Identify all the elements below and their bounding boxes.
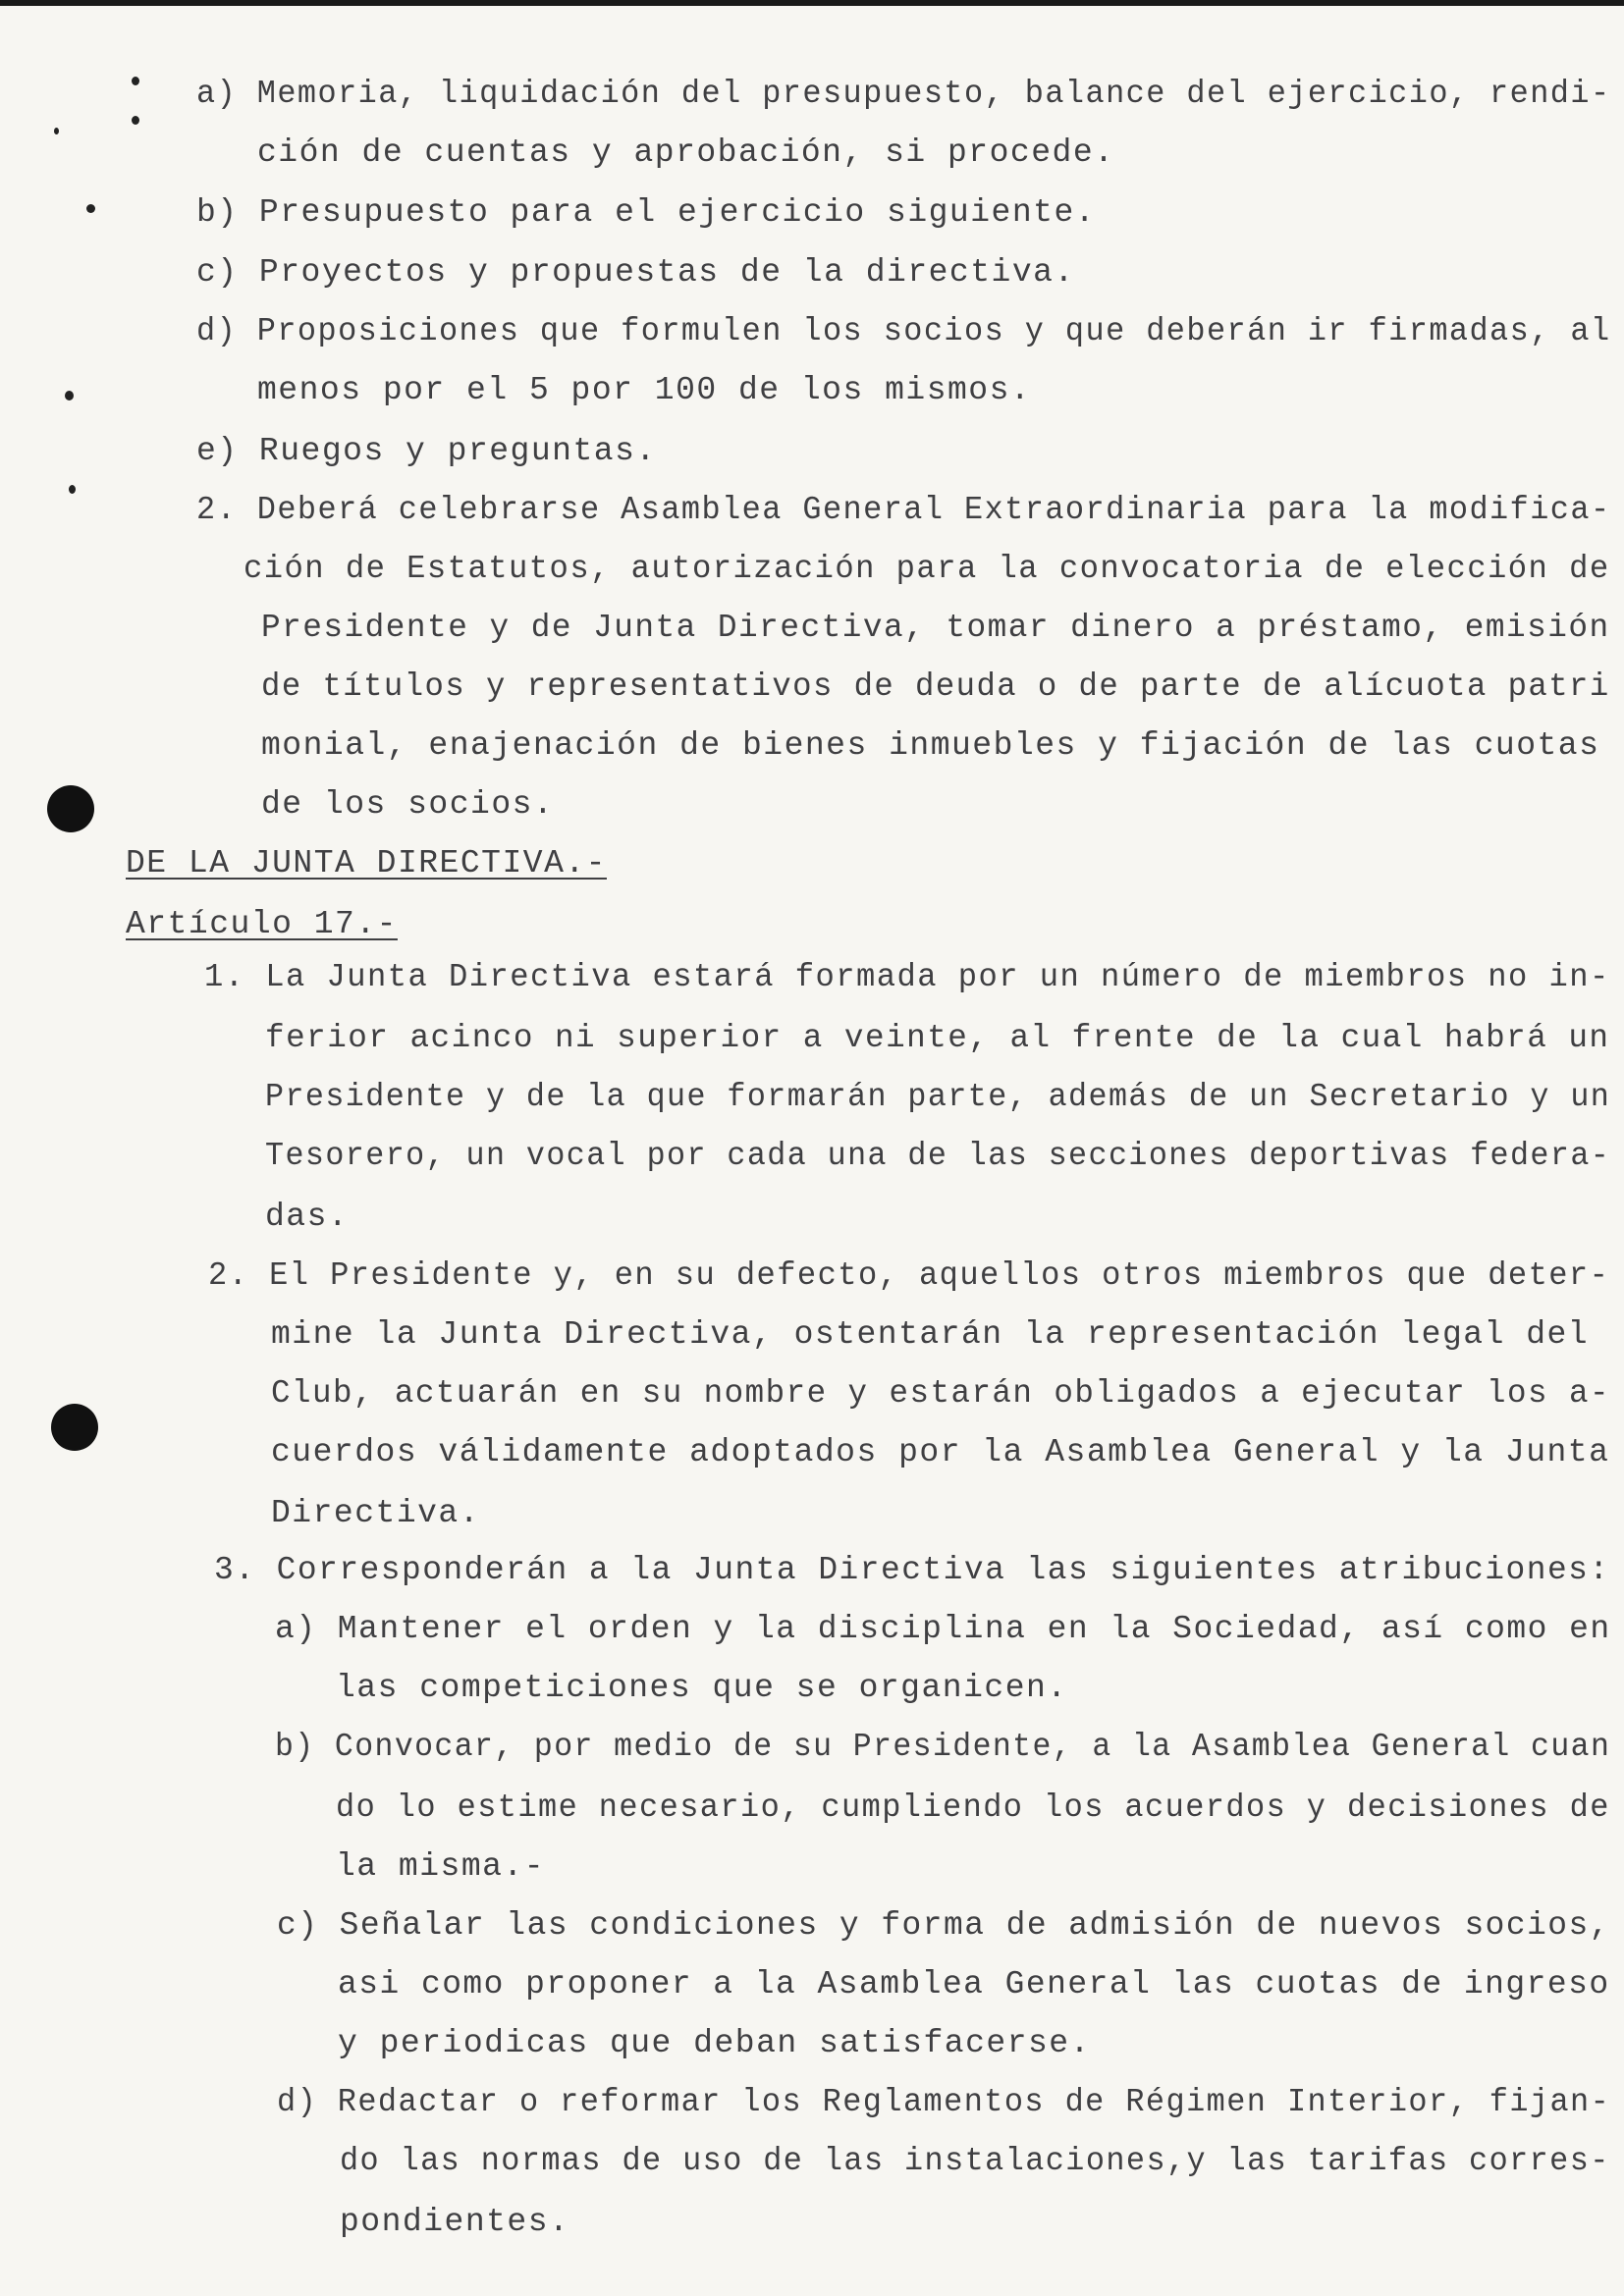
line-text: y periodicas que deban satisfacerse.	[338, 2025, 1091, 2061]
document-line	[338, 1965, 1610, 2004]
document-line	[261, 726, 1599, 766]
line-text: Presidente y de la que formarán parte, además de un Secretario y un	[265, 1079, 1611, 1115]
ink-speck	[132, 116, 139, 125]
ink-speck	[54, 128, 59, 134]
document-line	[261, 609, 1610, 648]
document-line	[196, 193, 1096, 233]
document-line	[275, 1610, 1611, 1649]
line-text: La Junta Directiva estará formada por un número de miembros no in-	[265, 959, 1610, 995]
line-text: Club, actuarán en su nombre y estarán obligados a ejecutar los a-	[271, 1375, 1610, 1412]
document-line	[257, 371, 1031, 410]
list-marker: 3.	[214, 1552, 256, 1588]
line-text: El Presidente y, en su defecto, aquellos otros miembros que deter-	[269, 1257, 1610, 1294]
document-line	[265, 1198, 349, 1237]
punch-hole-lower	[51, 1404, 98, 1451]
line-text: mine la Junta Directiva, ostentarán la representación legal del	[271, 1316, 1590, 1353]
ink-speck	[132, 77, 139, 85]
section-heading	[126, 844, 607, 883]
line-text: monial, enajenación de bienes inmuebles y fijación de las cuotas	[261, 727, 1600, 764]
document-line	[265, 1019, 1609, 1058]
line-text: do las normas de uso de las instalaciones,y las tarifas corres-	[340, 2143, 1610, 2179]
ink-speck	[65, 391, 74, 400]
line-text: cuerdos válidamente adoptados por la Asamblea General y la Junta	[271, 1434, 1610, 1470]
article-heading	[126, 905, 398, 944]
document-line	[196, 432, 657, 471]
document-line	[277, 2083, 1610, 2122]
line-text: las competiciones que se organicen.	[336, 1670, 1068, 1706]
line-text: Corresponderán a la Junta Directiva las siguientes atribuciones:	[276, 1552, 1610, 1588]
ink-speck	[69, 485, 76, 494]
line-text: Tesorero, un vocal por cada una de las secciones deportivas federa-	[265, 1138, 1611, 1174]
line-text: ción de cuentas y aprobación, si procede.	[257, 134, 1115, 171]
line-text: Memoria, liquidación del presupuesto, balance del ejercicio, rendi-	[256, 76, 1611, 112]
document-line	[244, 550, 1610, 589]
document-line	[338, 2024, 1091, 2063]
list-marker: a)	[275, 1611, 317, 1647]
heading-text: Artículo 17.-	[126, 906, 398, 942]
document-line	[261, 785, 554, 825]
list-marker: d)	[277, 2084, 318, 2120]
document-line	[271, 1494, 480, 1533]
document-line	[204, 958, 1610, 997]
document-line	[214, 1551, 1610, 1590]
line-text: Proyectos y propuestas de la directiva.	[258, 254, 1075, 291]
line-text: Convocar, por medio de su Presidente, a la Asamblea General cuan	[334, 1729, 1611, 1765]
document-line	[275, 1728, 1610, 1767]
document-line	[336, 1669, 1068, 1708]
line-text: Proposiciones que formulen los socios y que deberán ir firmadas, al	[256, 313, 1611, 349]
line-text: Directiva.	[271, 1495, 481, 1531]
line-text: menos por el 5 por 100 de los mismos.	[257, 372, 1032, 408]
line-text: do lo estime necesario, cumpliendo los acuerdos y decisiones de	[336, 1789, 1610, 1826]
document-line	[340, 2142, 1610, 2181]
document-line	[196, 491, 1611, 530]
line-text: Presupuesto para el ejercicio siguiente.	[258, 194, 1097, 231]
line-text: Deberá celebrarse Asamblea General Extraordinaria para la modifica-	[256, 492, 1611, 528]
line-text: Señalar las condiciones y forma de admisión de nuevos socios,	[339, 1907, 1610, 1944]
line-text: Presidente y de Junta Directiva, tomar dinero a préstamo, emisión	[261, 610, 1610, 646]
document-line	[196, 253, 1075, 293]
list-marker: a)	[196, 76, 238, 112]
document-line	[340, 2203, 569, 2242]
document-line	[271, 1315, 1589, 1355]
line-text: Redactar o reformar los Reglamentos de Régimen Interior, fijan-	[337, 2084, 1611, 2120]
document-line	[208, 1256, 1609, 1296]
document-line	[277, 1906, 1610, 1946]
document-line	[336, 1789, 1610, 1828]
list-marker: c)	[277, 1907, 319, 1944]
line-text: asi como proponer a la Asamblea General las cuotas de ingreso	[338, 1966, 1610, 2002]
line-text: Ruegos y preguntas.	[258, 433, 657, 469]
line-text: pondientes.	[340, 2204, 570, 2240]
list-marker: b)	[196, 194, 239, 231]
list-marker: 1.	[204, 959, 245, 995]
document-line	[271, 1433, 1609, 1472]
document-line	[196, 312, 1611, 351]
document-line	[261, 667, 1610, 707]
document-line	[336, 1847, 545, 1887]
list-marker: d)	[196, 313, 238, 349]
list-marker: 2.	[208, 1257, 249, 1294]
line-text: de los socios.	[261, 786, 555, 823]
document-line	[265, 1078, 1610, 1117]
punch-hole-upper	[47, 785, 94, 832]
line-text: ción de Estatutos, autorización para la convocatoria de elección de	[244, 551, 1610, 587]
ink-speck	[86, 204, 95, 213]
list-marker: c)	[196, 254, 239, 291]
line-text: das.	[265, 1199, 350, 1235]
document-line	[265, 1137, 1610, 1176]
list-marker: 2.	[196, 492, 238, 528]
line-text: de títulos y representativos de deuda o de parte de alícuota patri	[261, 668, 1610, 705]
document-line	[271, 1374, 1610, 1414]
document-line	[196, 75, 1611, 114]
document-line	[257, 133, 1114, 173]
line-text: la misma.-	[336, 1848, 546, 1885]
line-text: ferior acinco ni superior a veinte, al frente de la cual habrá un	[265, 1020, 1610, 1056]
line-text: Mantener el orden y la disciplina en la Sociedad, así como en	[337, 1611, 1611, 1647]
list-marker: b)	[275, 1729, 315, 1765]
heading-text: DE LA JUNTA DIRECTIVA.-	[126, 845, 607, 881]
list-marker: e)	[196, 433, 239, 469]
